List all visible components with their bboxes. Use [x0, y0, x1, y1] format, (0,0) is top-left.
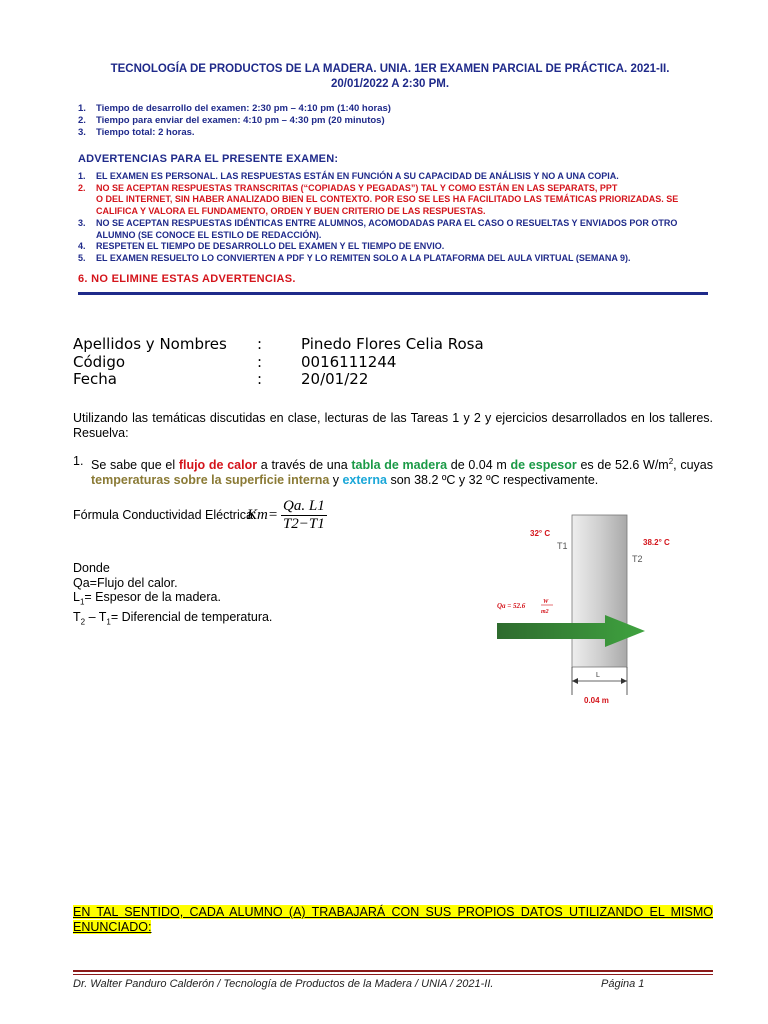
time-list	[78, 103, 391, 139]
t2-label: T2	[632, 554, 643, 564]
closing-instruction: EN TAL SENTIDO, CADA ALUMNO (A) TRABAJARÁ CON SUS PROPIOS DATOS UTILIZANDO EL MISMO ENUNCIADO:	[73, 905, 713, 934]
temp-right-label: 38.2° C	[643, 538, 670, 547]
qa-unit-den: m2	[541, 609, 549, 615]
qa-unit-num: W	[543, 599, 549, 605]
variable-definitions: Donde Qa=Flujo del calor. $L_1=$ Espesor de la madera. $T_2 - T_1=$ Diferencial de temperatura.	[73, 561, 273, 627]
student-name: Pinedo Flores Celia Rosa	[301, 335, 484, 353]
student-name-row: Apellidos y Nombres : Pinedo Flores Celia Rosa	[73, 335, 484, 353]
problem-1-text: Se sabe que el flujo de calor a través de una tabla de madera de 0.04 m de espesor es de 52.6 $W/m^2$, cuyas temperaturas sobre la superficie interna y externa son 38.2 ºC y 32 ºC respectivamente.	[91, 457, 714, 488]
problem-1: 1. Se sabe que el flujo de calor a través de una tabla de madera de 0.04 m de espesor es de 52.6 $W/m^2$, cuyas temperaturas sobre la superficie interna y externa son 38.2 ºC y 32 ºC respectivamente.	[73, 454, 714, 488]
warning-item-6: 6. NO ELIMINE ESTAS ADVERTENCIAS.	[78, 273, 296, 285]
warning-item-3: 3. NO SE ACEPTAN RESPUESTAS IDÉNTICAS ENTRE ALUMNOS, ACOMODADAS PARA EL CASO O RESUELTAS Y ENVIADOS POR OTRO	[78, 217, 678, 228]
warnings-list: 1. EL EXAMEN ES PERSONAL. LAS RESPUESTAS ESTÁN EN FUNCIÓN A SU CAPACIDAD DE ANÁLISIS Y NO A UNA COPIA. 2. NO SE ACEPTAN RESPUESTAS TRANSCRITAS (“COPIADAS Y PEGADAS”) TAL Y COMO ESTÁN EN LAS SEPARATS, PPT O DEL INTERNET, SIN HABER ANALIZADO BIEN EL CONTEXTO. POR ESO SE LES HA FACILITADO LAS TEMÁTICAS PRIORIZADAS. SE CALIFICA Y VALORA EL FUNDAMENTO, ORDEN Y BUEN CRITERIO DE LAS RESPUESTAS. 3. NO SE ACEPTAN RESPUESTAS IDÉNTICAS ENTRE ALUMNOS, ACOMODADAS PARA EL CASO O RESUELTAS Y ENVIADOS POR OTRO ALUMNO (SE CONOCE EL ESTILO DE REDACCIÓN). 4. RESPETEN EL TIEMPO DE DESARROLLO DEL EXAMEN Y EL TIEMPO DE ENVIO. 5. EL EXAMEN RESUELTO LO CONVIERTEN A PDF Y LO REMITEN SOLO A LA PLATAFORMA DEL AULA VIRTUAL (SEMANA 9).	[78, 171, 718, 265]
intro-paragraph: Utilizando las temáticas discutidas en clase, lecturas de las Tareas 1 y 2 y ejercicios desarrollados en los talleres. Resuelva:	[73, 411, 713, 440]
l-label: L	[596, 672, 600, 679]
warning-item-5: 5. EL EXAMEN RESUELTO LO CONVIERTEN A PDF Y LO REMITEN SOLO A LA PLATAFORMA DEL AULA VIRTUAL (SEMANA 9).	[78, 252, 631, 263]
exam-title-line-2: 20/01/2022 A 2:30 PM.	[330, 78, 450, 90]
footer-text: Dr. Walter Panduro Calderón / Tecnología de Productos de la Madera / UNIA / 2021-II.	[73, 978, 494, 990]
header-divider	[78, 292, 708, 295]
student-code: 0016111244	[301, 352, 397, 371]
formula-label: Fórmula Conductividad Eléctrica:	[73, 508, 257, 522]
t1-label: T1	[557, 541, 568, 551]
student-code-row: Código : 0016111244	[73, 352, 397, 371]
thickness-label: 0.04 m	[584, 696, 609, 705]
qa-label: Qa = 52.6	[497, 602, 526, 610]
warning-item-2: 2. NO SE ACEPTAN RESPUESTAS TRANSCRITAS (“COPIADAS Y PEGADAS”) TAL Y COMO ESTÁN EN LAS SEPARATS, PPT	[78, 182, 618, 193]
student-date-row: Fecha : 20/01/22	[73, 370, 369, 388]
warning-item-4: 4. RESPETEN EL TIEMPO DE DESARROLLO DEL EXAMEN Y EL TIEMPO DE ENVIO.	[78, 241, 445, 252]
temp-left-label: 32° C	[530, 529, 551, 538]
time-item: 2. Tiempo para enviar del examen: 4:10 pm – 4:30 pm (20 minutos)	[78, 115, 385, 126]
wood-board	[572, 515, 627, 667]
warning-item-1: 1. EL EXAMEN ES PERSONAL. LAS RESPUESTAS ESTÁN EN FUNCIÓN A SU CAPACIDAD DE ANÁLISIS Y NO A UNA COPIA.	[78, 171, 619, 181]
formula-fraction: $\frac{Qa. L1}{T2-T1}$	[282, 498, 325, 532]
heat-flow-diagram	[495, 512, 685, 707]
page-number: Página 1	[601, 978, 645, 990]
warnings-title: ADVERTENCIAS PARA EL PRESENTE EXAMEN:	[78, 153, 339, 165]
exam-date: 20/01/22	[301, 370, 369, 388]
exam-title-line-1: TECNOLOGÍA DE PRODUCTOS DE LA MADERA. UNIA. 1ER EXAMEN PARCIAL DE PRÁCTICA. 2021-II.	[110, 63, 670, 75]
student-info	[73, 336, 484, 389]
formula: Km= $\frac{Qa. L1}{T2-T1}$	[247, 498, 325, 532]
footer-divider	[73, 970, 713, 972]
time-item: 3. Tiempo total: 2 horas.	[78, 127, 195, 138]
time-item: 1. Tiempo de desarrollo del examen: 2:30 pm – 4:10 pm (1:40 horas)	[78, 103, 391, 114]
